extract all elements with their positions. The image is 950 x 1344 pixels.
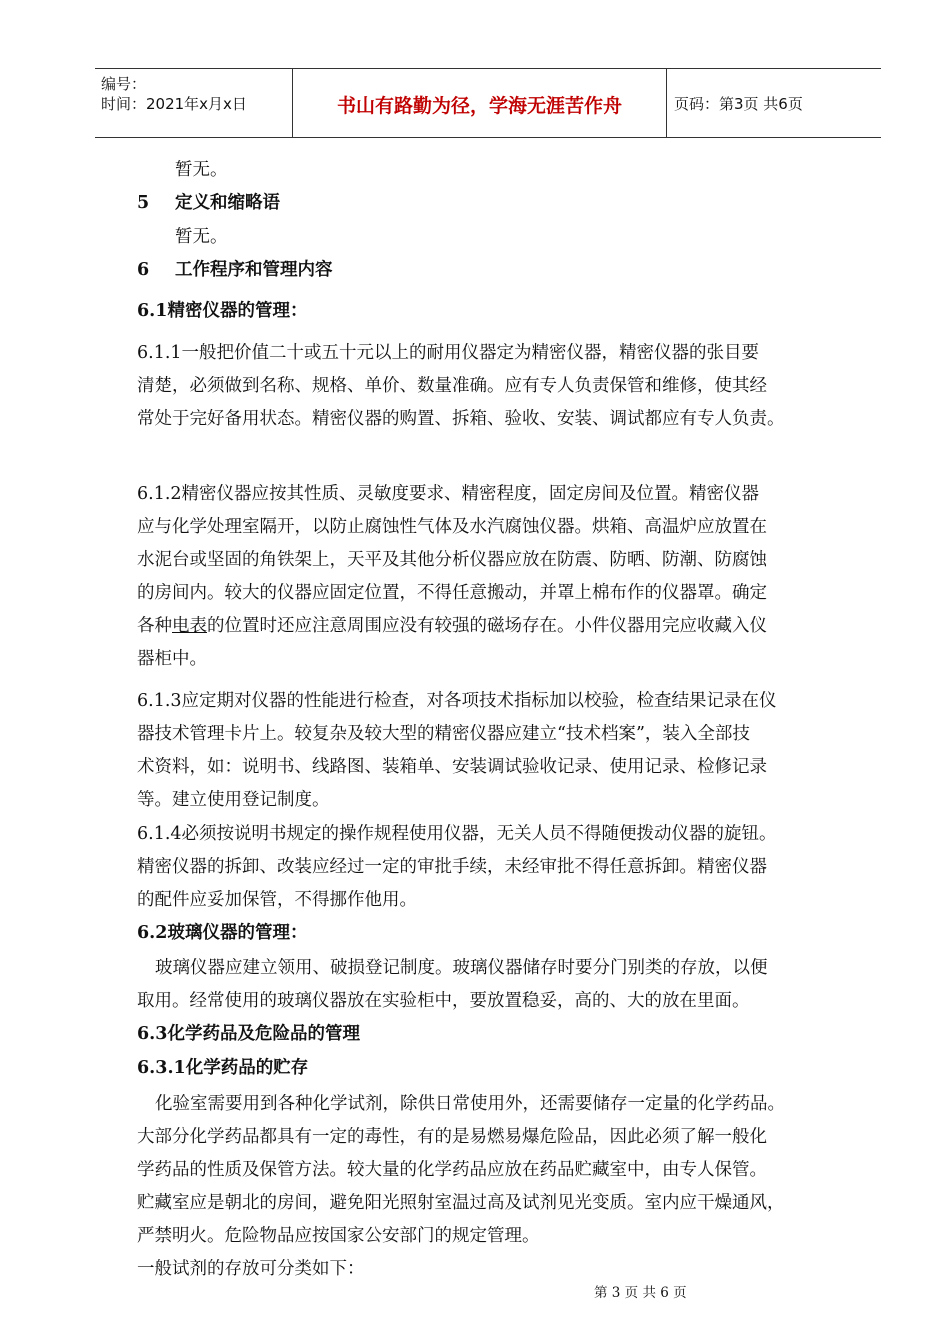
section-number: 6 — [137, 260, 150, 280]
paragraph-line: 清楚，必须做到名称、规格、单价、数量准确。应有专人负责保管和维修，使其经 — [137, 376, 767, 396]
paragraph-line: 贮藏室应是朝北的房间，避免阳光照射室温过高及试剂见光变质。室内应干燥通风， — [137, 1193, 785, 1213]
paragraph-line: 化验室需要用到各种化学试剂，除供日常使用外，还需要储存一定量的化学药品。 — [155, 1094, 785, 1114]
paragraph-line: 器技术管理卡片上。较复杂及较大型的精密仪器应建立“技术档案”，装入全部技 — [137, 724, 750, 744]
paragraph-line — [137, 614, 767, 638]
section-title: 工作程序和管理内容 — [175, 260, 333, 280]
section-heading-5 — [137, 191, 280, 215]
motto: 书山有路勤为径，学海无涯苦作舟 — [336, 95, 622, 117]
paragraph-line: 一般试剂的存放可分类如下： — [137, 1259, 365, 1279]
paragraph-line: 6.1.3应定期对仪器的性能进行检查，对各项技术指标加以校验，检查结果记录在仪 — [137, 691, 777, 711]
paragraph-line: 精密仪器的拆卸、改装应经过一定的审批手续，未经审批不得任意拆卸。精密仪器 — [137, 857, 767, 877]
paragraph-line: 等。建立使用登记制度。 — [137, 790, 330, 810]
paragraph-line: 取用。经常使用的玻璃仪器放在实验柜中，要放置稳妥，高的、大的放在里面。 — [137, 991, 750, 1011]
date-label: 时间：2021年x月x日 — [101, 95, 247, 113]
paragraph-line: 学药品的性质及保管方法。较大量的化学药品应放在药品贮藏室中，由专人保管。 — [137, 1160, 767, 1180]
electric-meter-link[interactable]: 电表 — [172, 616, 207, 636]
paragraph-line: 暂无。 — [175, 160, 228, 180]
page-footer: 第 3 页 共 6 页 — [594, 1285, 687, 1301]
section-heading-6 — [137, 258, 333, 282]
section-number: 5 — [137, 193, 150, 213]
subsection-heading-6-3-1: 6.3.1化学药品的贮存 — [137, 1058, 309, 1078]
paragraph-line: 器柜中。 — [137, 649, 207, 669]
doc-number-label: 编号： — [101, 75, 147, 93]
paragraph-line: 严禁明火。危险物品应按国家公安部门的规定管理。 — [137, 1226, 540, 1246]
paragraph-line: 的配件应妥加保管，不得挪作他用。 — [137, 890, 417, 910]
page-info: 页码：第3页 共6页 — [674, 95, 803, 113]
paragraph-line: 6.1.2精密仪器应按其性质、灵敏度要求、精密程度，固定房间及位置。精密仪器 — [137, 484, 760, 504]
paragraph-line: 的房间内。较大的仪器应固定位置，不得任意搬动，并罩上棉布作的仪器罩。确定 — [137, 583, 767, 603]
subsection-heading-6-3: 6.3化学药品及危险品的管理 — [137, 1024, 360, 1044]
text-span: 各种 — [137, 616, 172, 636]
paragraph-line: 大部分化学药品都具有一定的毒性，有的是易燃易爆危险品，因此必须了解一般化 — [137, 1127, 767, 1147]
paragraph-line: 常处于完好备用状态。精密仪器的购置、拆箱、验收、安装、调试都应有专人负责。 — [137, 409, 785, 429]
section-title: 定义和缩略语 — [175, 193, 280, 213]
paragraph-line: 暂无。 — [175, 227, 228, 247]
paragraph-line: 水泥台或坚固的角铁架上，天平及其他分析仪器应放在防震、防晒、防潮、防腐蚀 — [137, 550, 767, 570]
subsection-heading-6-1: 6.1精密仪器的管理： — [137, 301, 308, 321]
paragraph-line: 6.1.4必须按说明书规定的操作规程使用仪器，无关人员不得随便拨动仪器的旋钮。 — [137, 824, 777, 844]
header-page-cell — [666, 69, 881, 137]
subsection-heading-6-2: 6.2玻璃仪器的管理： — [137, 923, 308, 943]
paragraph-line: 6.1.1一般把价值二十或五十元以上的耐用仪器定为精密仪器，精密仪器的张目要 — [137, 343, 760, 363]
page-header — [95, 68, 881, 138]
paragraph-line: 应与化学处理室隔开，以防止腐蚀性气体及水汽腐蚀仪器。烘箱、高温炉应放置在 — [137, 517, 767, 537]
header-motto-cell — [292, 69, 667, 137]
paragraph-line: 玻璃仪器应建立领用、破损登记制度。玻璃仪器储存时要分门别类的存放，以便 — [155, 958, 768, 978]
header-meta-cell — [95, 69, 292, 137]
text-span: 的位置时还应注意周围应没有较强的磁场存在。小件仪器用完应收藏入仪 — [207, 616, 767, 636]
paragraph-line: 术资料，如：说明书、线路图、装箱单、安装调试验收记录、使用记录、检修记录 — [137, 757, 767, 777]
